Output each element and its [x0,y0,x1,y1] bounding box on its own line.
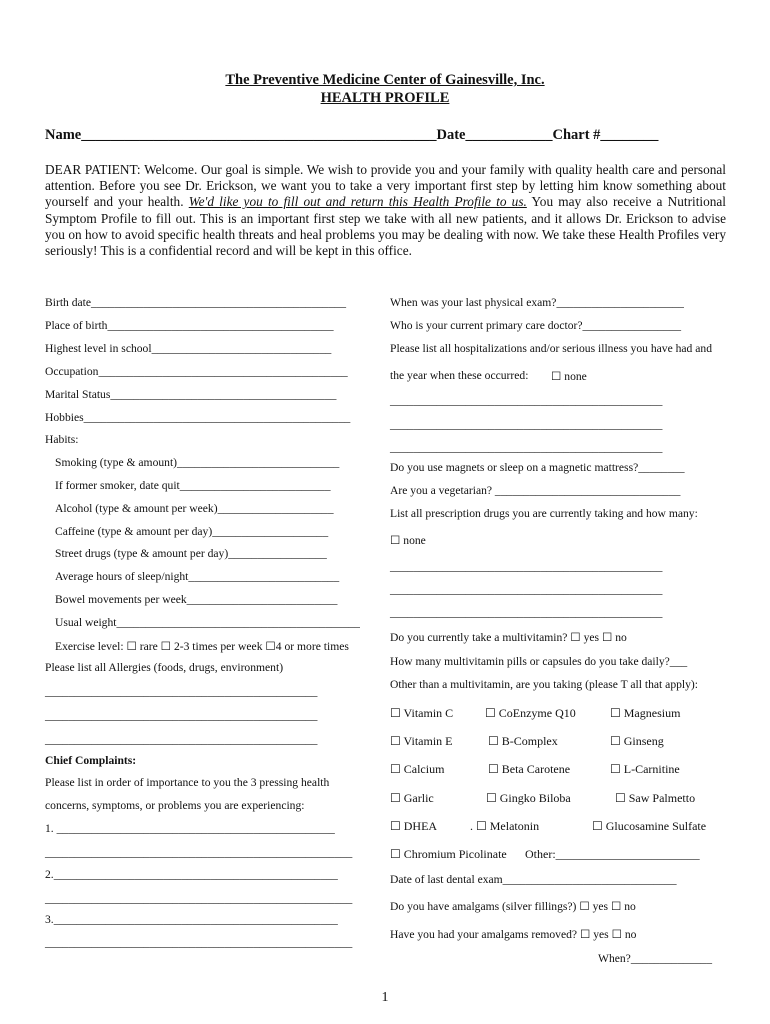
coenzyme-q10-checkbox[interactable]: ☐ CoEnzyme Q10 [485,706,576,720]
glucosamine-sulfate-checkbox[interactable]: ☐ Glucosamine Sulfate [592,819,707,833]
amalgams-question[interactable]: Do you have amalgams (silver fillings?) ☐ yes ☐ no [390,900,636,913]
l-carnitine-checkbox[interactable]: ☐ L-Carnitine [610,762,680,776]
intro-underlined-text: We'd like you to fill out and return this Health Profile to us. [188,194,527,210]
organization-title: The Preventive Medicine Center of Gainesville, Inc. [225,72,545,88]
magnesium-checkbox[interactable]: ☐ Magnesium [610,706,681,720]
complaint-3-continuation[interactable]: _____________________________________________________ [45,936,353,949]
complaints-prompt-line-2: concerns, symptoms, or problems you are experiencing: [45,799,305,812]
chief-complaints-heading: Chief Complaints: [45,754,137,767]
multivitamin-count-field[interactable]: How many multivitamin pills or capsules do you take daily?___ [390,655,688,668]
supplements-prompt: Other than a multivitamin, are you taking (please T all that apply): [390,678,699,691]
prescriptions-prompt: List all prescription drugs you are currently taking and how many: [390,507,698,520]
education-field[interactable]: Highest level in school_______________________________ [45,342,332,355]
alcohol-field[interactable]: Alcohol (type & amount per week)____________________ [55,502,334,515]
dental-exam-field[interactable]: Date of last dental exam______________________________ [390,873,677,886]
complaint-2-continuation[interactable]: _____________________________________________________ [45,892,353,905]
habits-heading: Habits: [45,433,79,446]
hobbies-field[interactable]: Hobbies______________________________________________ [45,411,351,424]
saw-palmetto-checkbox[interactable]: ☐ Saw Palmetto [615,791,696,805]
exercise-level-options[interactable]: Exercise level: ☐ rare ☐ 2-3 times per week ☐4 or more times [55,640,349,653]
vitamin-c-checkbox[interactable]: ☐ Vitamin C [390,706,454,720]
complaint-3-line[interactable]: 3._________________________________________________ [45,913,338,926]
complaint-2-line[interactable]: 2._________________________________________________ [45,868,338,881]
melatonin-checkbox[interactable]: . ☐ Melatonin [470,819,540,833]
birth-date-field[interactable]: Birth date____________________________________________ [45,296,347,309]
b-complex-checkbox[interactable]: ☐ B-Complex [488,734,558,748]
prescription-line[interactable]: _______________________________________________ [390,583,663,596]
gingko-biloba-checkbox[interactable]: ☐ Gingko Biloba [486,791,571,805]
bowel-movements-field[interactable]: Bowel movements per week__________________________ [55,593,338,606]
hospitalizations-prompt-2: the year when these occurred: [390,369,529,382]
hospitalization-line[interactable]: _______________________________________________ [390,441,663,454]
prescription-line[interactable]: _______________________________________________ [390,606,663,619]
other-supplement-field[interactable]: Other:________________________ [525,847,700,861]
calcium-checkbox[interactable]: ☐ Calcium [390,762,445,776]
smoking-field[interactable]: Smoking (type & amount)____________________________ [55,456,340,469]
street-drugs-field[interactable]: Street drugs (type & amount per day)_________________ [55,547,327,560]
amalgams-removed-question[interactable]: Have you had your amalgams removed? ☐ yes ☐ no [390,928,637,941]
marital-status-field[interactable]: Marital Status_______________________________________ [45,388,337,401]
form-title: HEALTH PROFILE [320,90,450,106]
name-date-chart-line[interactable]: Name_________________________________________________Date____________Chart #________ [45,127,659,143]
hospitalizations-none-checkbox[interactable]: ☐ none [551,370,587,383]
prescriptions-none-checkbox[interactable]: ☐ none [390,534,426,547]
ginseng-checkbox[interactable]: ☐ Ginseng [610,734,664,748]
allergy-line[interactable]: _______________________________________________ [45,685,318,698]
magnets-field[interactable]: Do you use magnets or sleep on a magnetic mattress?________ [390,461,685,474]
last-physical-exam-field[interactable]: When was your last physical exam?______________________ [390,296,684,309]
hospitalization-line[interactable]: _______________________________________________ [390,394,663,407]
complaints-prompt-line-1: Please list in order of importance to you the 3 pressing health [45,776,330,789]
allergies-prompt: Please list all Allergies (foods, drugs, environment) [45,661,284,674]
multivitamin-question[interactable]: Do you currently take a multivitamin? ☐ yes ☐ no [390,631,627,644]
place-of-birth-field[interactable]: Place of birth_______________________________________ [45,319,334,332]
complaint-1-line[interactable]: 1. ________________________________________________ [45,822,335,835]
intro-text-after: You may also receive a Nutritional Symptom Profile to fill out. This is an important first step we take with all new patients, and it allows Dr. Erickson to advise you on how to avoid specific health threats and heal problems you may be dealing with now. We take these Health Profiles very seriously! This is a confidential record and will be kept in this office. [45,194,726,259]
page-number: 1 [381,990,389,1005]
usual-weight-field[interactable]: Usual weight__________________________________________ [55,616,360,629]
former-smoker-field[interactable]: If former smoker, date quit__________________________ [55,479,331,492]
chromium-picolinate-checkbox[interactable]: ☐ Chromium Picolinate [390,847,507,861]
garlic-checkbox[interactable]: ☐ Garlic [390,791,434,805]
amalgams-removed-when-field[interactable]: When?______________ [598,952,712,965]
dhea-checkbox[interactable]: ☐ DHEA [390,819,438,833]
allergy-line[interactable]: _______________________________________________ [45,709,318,722]
vitamin-e-checkbox[interactable]: ☐ Vitamin E [390,734,453,748]
intro-text-before: DEAR PATIENT: Welcome. Our goal is simple. We wish to provide you and your family with quality health care and personal attention. Before you see Dr. Erickson, we want you to take a very important first step by letting him know something about yourself and your health. [45,162,726,210]
hospitalization-line[interactable]: _______________________________________________ [390,418,663,431]
primary-doctor-field[interactable]: Who is your current primary care doctor?_________________ [390,319,682,332]
hospitalizations-prompt: Please list all hospitalizations and/or serious illness you have had and [390,342,712,355]
vegetarian-field[interactable]: Are you a vegetarian? ________________________________ [390,484,681,497]
occupation-field[interactable]: Occupation___________________________________________ [45,365,348,378]
allergy-line[interactable]: _______________________________________________ [45,733,318,746]
prescription-line[interactable]: _______________________________________________ [390,560,663,573]
intro-paragraph [45,162,726,259]
sleep-hours-field[interactable]: Average hours of sleep/night__________________________ [55,570,340,583]
complaint-1-continuation[interactable]: _____________________________________________________ [45,846,353,859]
beta-carotene-checkbox[interactable]: ☐ Beta Carotene [488,762,571,776]
caffeine-field[interactable]: Caffeine (type & amount per day)____________________ [55,525,329,538]
